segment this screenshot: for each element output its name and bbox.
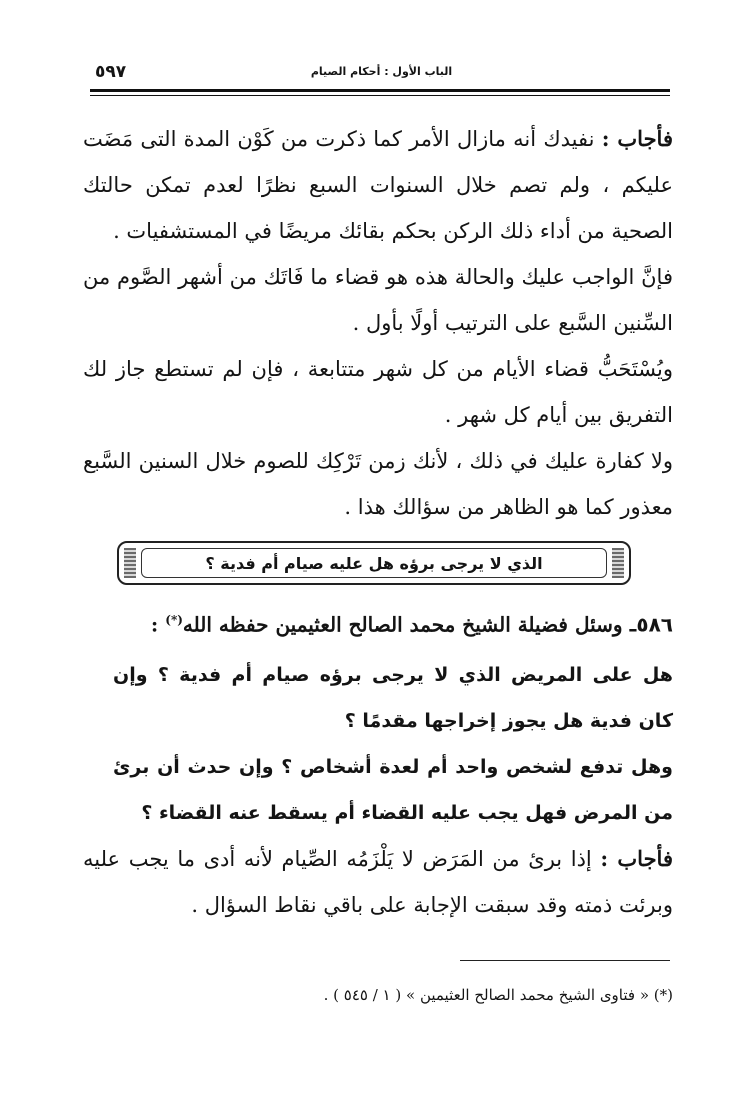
answer-paragraph-2	[83, 836, 673, 928]
question-text-1: هل على المريض الذي لا يرجى برؤه صيام أم فدية ؟ وإن كان فدية هل يجوز إخراجها مقدمًا ؟	[113, 664, 673, 732]
footnote-marker: (*)	[165, 613, 183, 627]
running-title: الباب الأول : أحكام الصيام	[310, 65, 453, 78]
question-heading	[83, 600, 673, 645]
paragraph-kaffara: ولا كفارة عليك في ذلك ، لأنك زمن تَرْكِك للصوم خلال السنين السَّبع معذور كما هو الظاهر من سؤالك هذا .	[83, 449, 673, 519]
footnote-rule	[460, 960, 670, 961]
answer-text: إذا برئ من المَرَض لا يَلْزَمُه الصِّيام لأنه أدى ما يجب عليه وبرئت ذمته وقد سبقت الإجابة على باقي نقاط السؤال .	[83, 847, 673, 917]
page-header	[95, 62, 668, 86]
answer-paragraph-1	[83, 116, 673, 254]
header-rule-thick	[90, 89, 670, 92]
page-number: ٥٩٧	[95, 62, 127, 82]
header-rule-thin	[90, 95, 670, 96]
question-heading-text: وسئل فضيلة الشيخ محمد الصالح العثيمين حفظه الله	[182, 612, 623, 637]
answer-lead: فأجاب :	[601, 126, 673, 151]
question-text-2: وهل تدفع لشخص واحد أم لعدة أشخاص ؟ وإن حدث أن برئ من المرض فهل يجب عليه القضاء أم يسقط عنه القضاء ؟	[113, 756, 673, 824]
question-number: ٥٨٦ـ	[629, 612, 673, 637]
question-colon: :	[150, 612, 159, 637]
answer-lead: فأجاب :	[600, 846, 673, 871]
paragraph-mustahab: ويُسْتَحَبُّ قضاء الأيام من كل شهر متتابعة ، فإن لم تستطع جاز لك التفريق بين أيام كل شهر .	[83, 357, 673, 427]
footnote: (*) « فتاوى الشيخ محمد الصالح العثيمين » ( ١ / ٥٤٥ ) .	[323, 986, 673, 1004]
banner-title: الذي لا يرجى برؤه هل عليه صيام أم فدية ؟	[205, 553, 543, 573]
answer-text: نفيدك أنه مازال الأمر كما ذكرت من كَوْن المدة التى مَضَت عليكم ، ولم تصم خلال السنوات السبع نظرًا لعدم تمكن حالتك الصحية من أداء ذلك الركن بحكم بقائك مريضًا في المستشفيات .	[83, 127, 673, 243]
paragraph-wajib: فإنَّ الواجب عليك والحالة هذه هو قضاء ما فَاتَك من أشهر الصَّوم من السِّنين السَّبع على الترتيب أولًا بأول .	[83, 265, 673, 335]
section-banner	[117, 541, 631, 585]
